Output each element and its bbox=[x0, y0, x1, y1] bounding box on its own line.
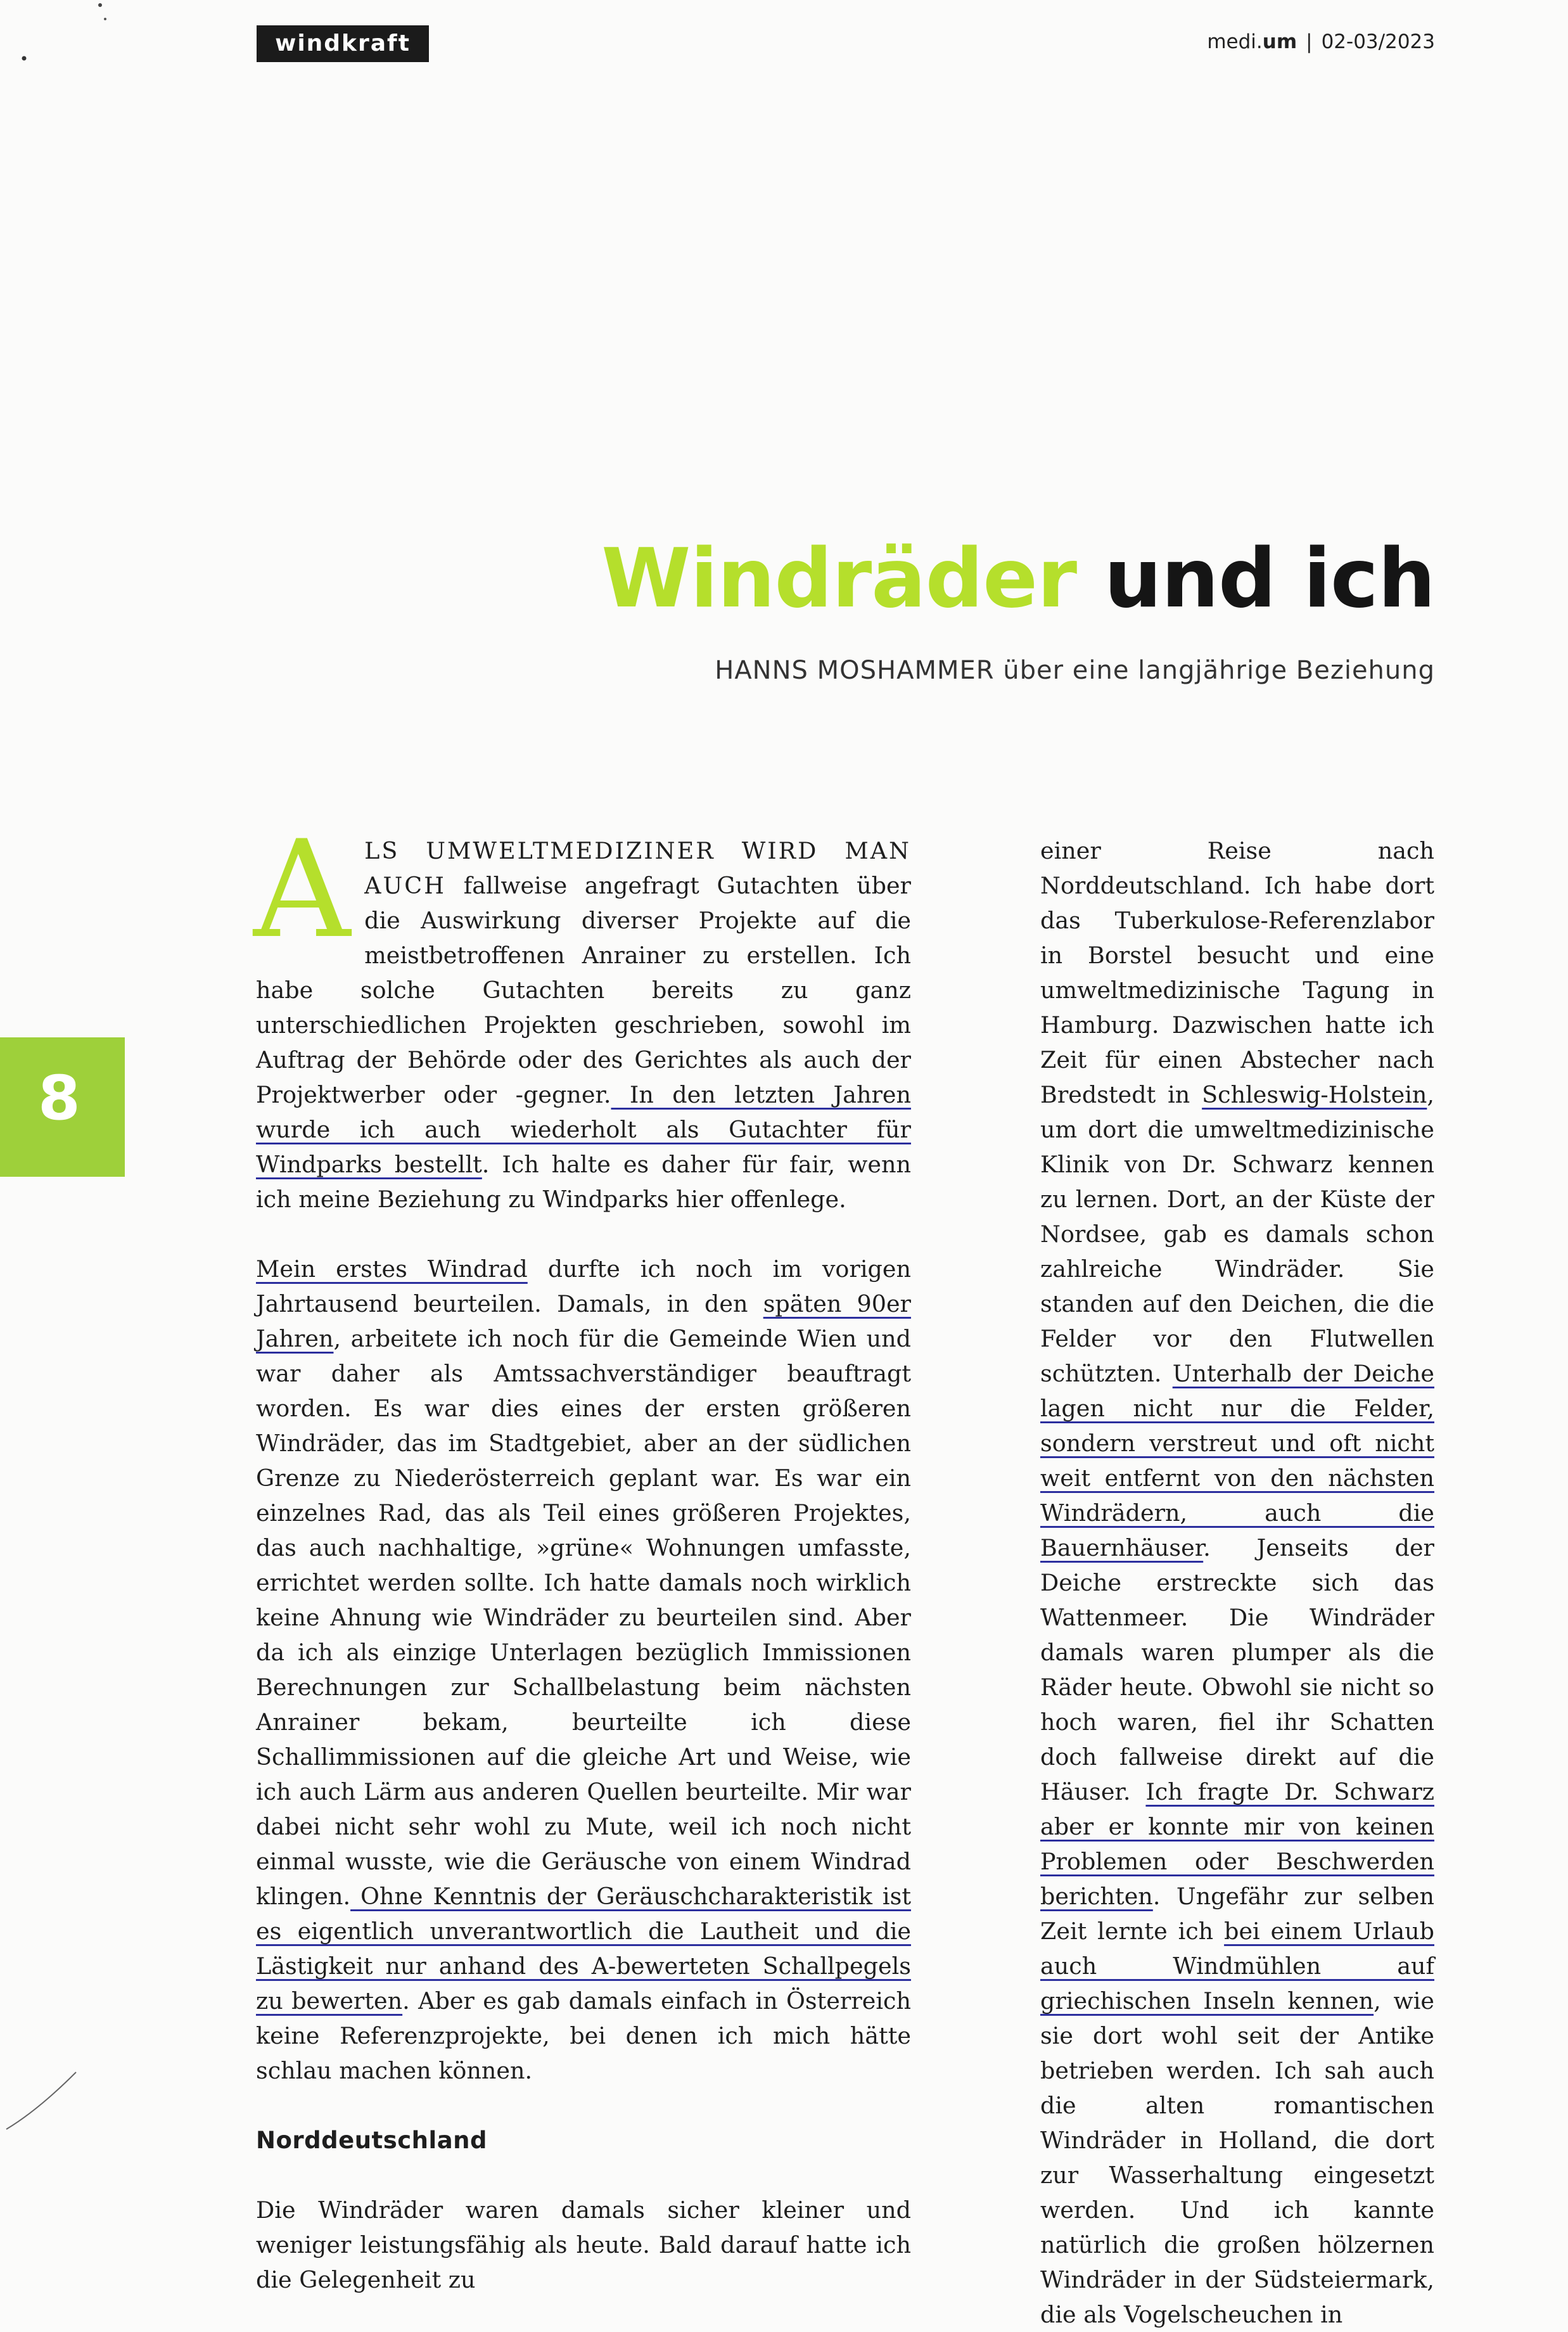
paragraph-norddeutschland: Die Windräder waren damals sicher kleiner und weniger leistungsfähig als heute. Bald darauf hatte ich die Gelegenheit zu bbox=[256, 2196, 911, 2293]
pen-underline: Unterhalb der Deiche lagen nicht nur die Felder, sondern verstreut und oft nicht weit entfernt von den nächsten Windrädern, auch die Bauernhäuser bbox=[1040, 1360, 1434, 1561]
pen-underline: In den letzten Jahren wurde ich auch wiederholt als Gutachter für Windparks bestellt bbox=[256, 1081, 912, 1178]
drop-cap: A bbox=[253, 811, 351, 968]
article-subtitle: HANNS MOSHAMMER über eine langjährige Beziehung bbox=[715, 656, 1435, 685]
paragraph-continued: einer Reise nach Norddeutschland. Ich habe dort das Tuberkulose-Referenzlabor in Borstel besucht und eine umweltmedizinische Tagung in Hamburg. Dazwischen hatte ich Zeit für einen Abstecher nach Bredstedt in Schleswig-Holstein, um dort die umweltmedizinische Klinik von Dr. Schwarz kennen zu lernen. Dort, an der Küste der Nordsee, gab es damals schon zahlreiche Windräder. Sie standen auf den Deichen, die die Felder vor den Flutwellen schützten. Unterhalb der Deiche lagen nicht nur die Felder, sondern verstreut und oft nicht weit entfernt von den nächsten Windrädern, auch die Bauernhäuser. Jenseits der Deiche erstreckte sich das Wattenmeer. Die Windräder damals waren plumper als die Räder heute. Obwohl sie nicht so hoch waren, fiel ihr Schatten doch fallweise direkt auf die Häuser. Ich fragte Dr. Schwarz aber er konnte mir von keinen Problemen oder Beschwerden berichten. Ungefähr zur selben Zeit lernte ich bei einem Urlaub auch Windmühlen auf griechischen Inseln kennen, wie sie dort wohl seit der Antike betrieben werden. Ich sah auch die alten romantischen Windräder in Holland, die dort zur Wasserhaltung eingesetzt werden. Und ich kannte natürlich die großen hölzernen Windräder in der Südsteiermark, die als Vogelscheuchen in bbox=[1040, 837, 1434, 2328]
issue-info bbox=[1207, 30, 1435, 53]
title-rest: und ich bbox=[1104, 532, 1435, 626]
scan-artifact bbox=[0, 0, 127, 76]
page-number-tab bbox=[0, 1037, 125, 1177]
section-tag: windkraft bbox=[257, 25, 429, 62]
page-number: 8 bbox=[38, 1063, 80, 1134]
issue-number: 02-03/2023 bbox=[1321, 30, 1435, 53]
scan-dot bbox=[98, 3, 102, 7]
pen-underline: bei einem Urlaub auch Windmühlen auf griechischen Inseln kennen bbox=[1040, 1918, 1434, 2015]
pen-underline: Ich fragte Dr. Schwarz aber er konnte mir von keinen Problemen oder Beschwerden berichten bbox=[1040, 1778, 1434, 1910]
pen-underline: Mein erstes Windrad bbox=[256, 1255, 528, 1283]
subheading: Norddeutschland bbox=[256, 2127, 487, 2154]
pen-stroke-artifact bbox=[0, 2060, 101, 2136]
scan-dot bbox=[104, 18, 106, 20]
magazine-name: medi.um bbox=[1207, 30, 1297, 53]
scan-dot bbox=[22, 56, 27, 61]
lead-in: LS UMWELTMEDIZINER WIRD MAN AUCH bbox=[364, 837, 911, 899]
article-column-right bbox=[1040, 833, 1434, 2332]
pen-underline: Ohne Kenntnis der Geräuschcharakteristik ist es eigentlich unverantwortlich die Lautheit und die Lästigkeit nur anhand des A-bewerteten Schallpegels zu bewerten bbox=[256, 1883, 911, 2015]
article-column-left bbox=[253, 811, 912, 2297]
pen-underline: Schleswig-Holstein bbox=[1202, 1081, 1427, 1108]
paragraph-intro: ALS UMWELTMEDIZINER WIRD MAN AUCH fallweise angefragt Gutachten über die Auswirkung diverser Projekte auf die meistbetroffenen Anrainer zu erstellen. Ich habe solche Gutachten bereits zu ganz unterschiedlichen Projekten geschrieben, sowohl im Auftrag der Behörde oder des Gerichtes als auch der Projektwerber oder -gegner. In den letzten Jahren wurde ich auch wiederholt als Gutachter für Windparks bestellt. Ich halte es daher für fair, wenn ich meine Beziehung zu Windparks hier offenlege. bbox=[253, 811, 912, 1213]
pen-underline: späten 90er Jahren bbox=[256, 1290, 911, 1352]
title-accent: Windräder bbox=[601, 532, 1077, 626]
pen-stroke bbox=[6, 2072, 76, 2129]
paragraph-first-windrad: Mein erstes Windrad durfte ich noch im vorigen Jahrtausend beurteilen. Damals, in den späten 90er Jahren, arbeitete ich noch für die Gemeinde Wien und war daher als Amtssachverständiger beauftragt worden. Es war dies eines der ersten größeren Windräder, das im Stadtgebiet, aber an der südlichen Grenze zu Niederösterreich geplant war. Es war ein einzelnes Rad, das als Teil eines größeren Projektes, das auch nachhaltige, »grüne« Wohnungen umfasste, errichtet werden sollte. Ich hatte damals noch wirklich keine Ahnung wie Windräder zu beurteilen sind. Aber da ich als einzige Unterlagen bezüglich Immissionen Berechnungen zur Schallbelastung beim nächsten Anrainer bekam, beurteilte ich diese Schallimmissionen auf die gleiche Art und Weise, wie ich auch Lärm aus anderen Quellen beurteilte. Mir war dabei nicht sehr wohl zu Mute, weil ich noch nicht einmal wusste, wie die Geräusche von einem Windrad klingen. Ohne Kenntnis der Geräuschcharakteristik ist es eigentlich unverantwortlich die Lautheit und die Lästigkeit nur anhand des A-bewerteten Schallpegels zu bewerten. Aber es gab damals einfach in Österreich keine Referenzprojekte, bei denen ich mich hätte schlau machen können. bbox=[256, 1255, 912, 2084]
page-title bbox=[601, 532, 1435, 626]
issue-separator: | bbox=[1306, 30, 1313, 53]
